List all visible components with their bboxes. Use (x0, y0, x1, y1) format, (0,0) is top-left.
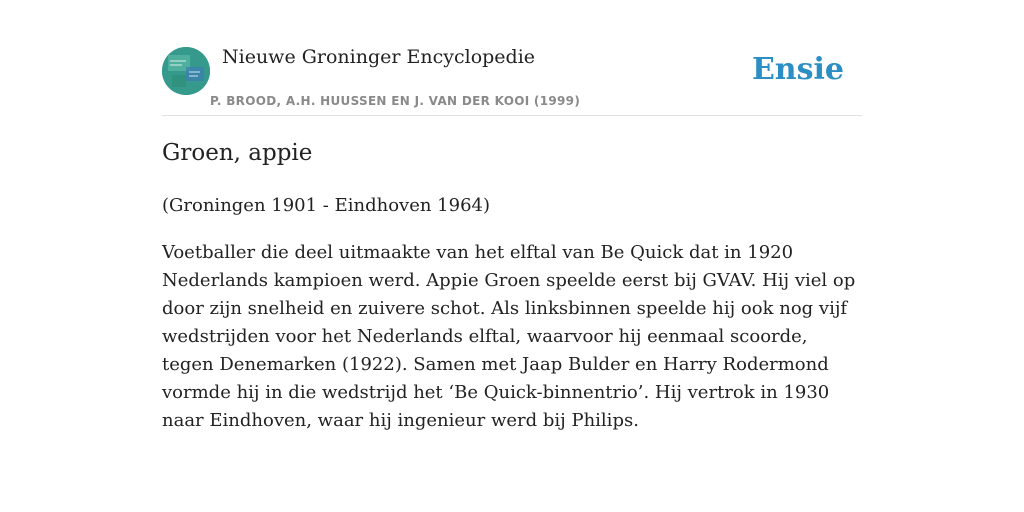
entry-lifespan: (Groningen 1901 - Eindhoven 1964) (162, 195, 491, 216)
book-authors: P. BROOD, A.H. HUUSSEN EN J. VAN DER KOOI (1999) (210, 94, 581, 108)
ensie-logo[interactable]: Ensie (751, 52, 844, 87)
entry-card (162, 40, 862, 431)
book-cover-icon[interactable] (162, 47, 210, 95)
entry-body: Voetballer die deel uitmaakte van het elftal van Be Quick dat in 1920 Nederlands kampioen werd. Appie Groen speelde eerst bij GVAV. Hij viel op door zijn snelheid en zuivere schot. Als linksbinnen speelde hij ook nog vijf wedstrijden voor het Nederlands elftal, waarvoor hij eenmaal scoorde, tegen Denemarken (1922). Samen met Jaap Bulder en Harry Rodermond vormde hij in die wedstrijd het ‘Be Quick-binnentrio’. Hij vertrok in 1930 naar Eindhoven, waar hij ingenieur werd bij Philips. (162, 242, 856, 431)
entry-title: Groen, appie (162, 140, 313, 166)
entry-header (162, 40, 862, 116)
book-title[interactable]: Nieuwe Groninger Encyclopedie (222, 46, 536, 68)
